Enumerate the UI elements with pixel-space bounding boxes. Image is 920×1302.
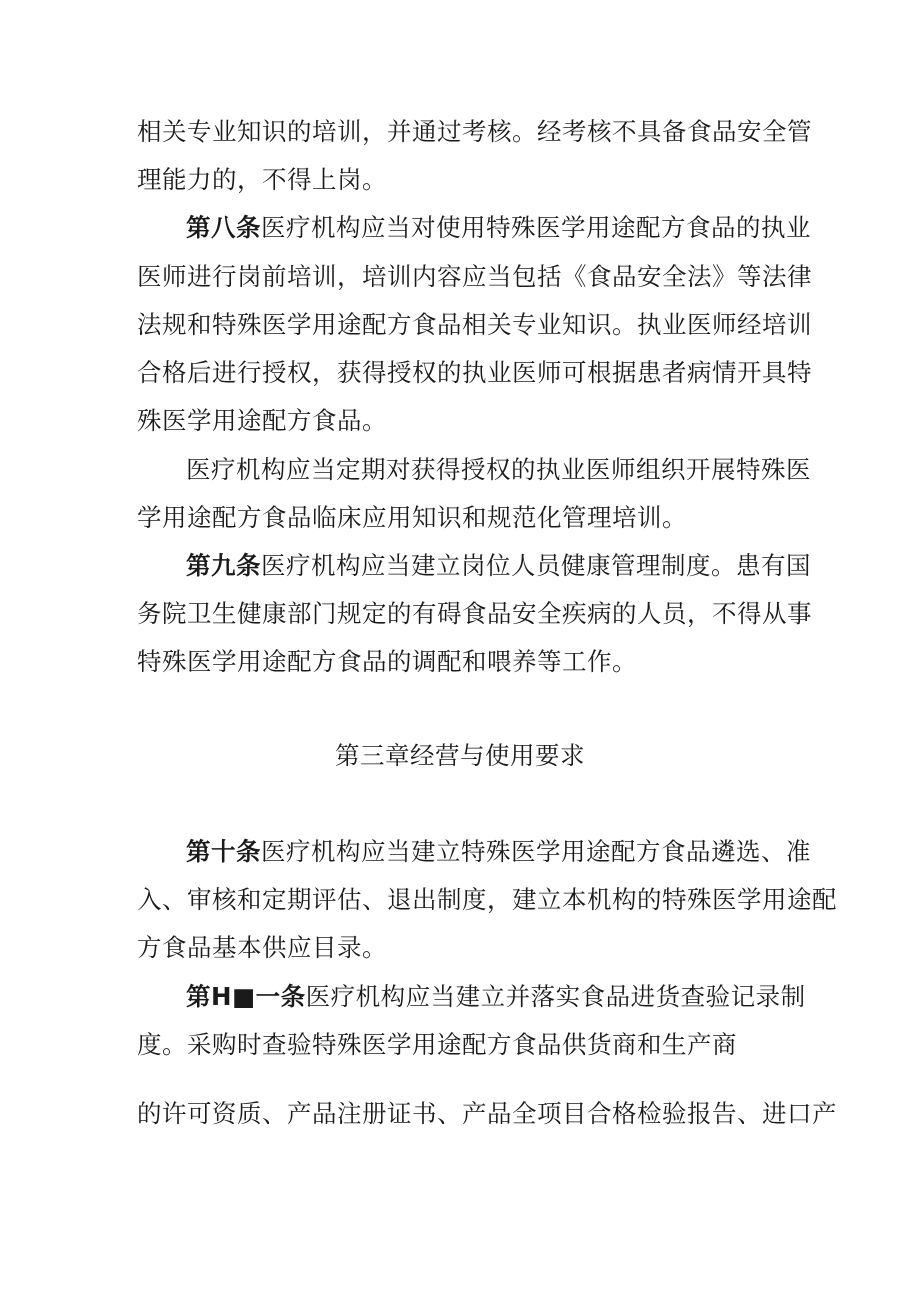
paragraph-line: 医疗机构应当定期对获得授权的执业医师组织开展特殊医 — [186, 455, 811, 484]
article-8-line — [186, 212, 811, 244]
article-text: 医疗机构应当建立并落实食品进货查验记录制 — [305, 982, 806, 1011]
article-text: 医疗机构应当建立岗位人员健康管理制度。患有国 — [261, 551, 811, 580]
article-text: 医疗机构应当对使用特殊医学用途配方食品的执业 — [261, 213, 811, 242]
article-9-line — [186, 550, 811, 582]
article-number: 第十条 — [186, 837, 261, 866]
paragraph-line: 特殊医学用途配方食品的调配和喂养等工作。 — [137, 647, 637, 676]
paragraph-line: 医师进行岗前培训，培训内容应当包括《食品安全法》等法律 — [137, 262, 812, 291]
paragraph-line: 务院卫生健康部门规定的有碍食品安全疾病的人员，不得从事 — [137, 599, 812, 628]
article-number: 第八条 — [186, 213, 261, 242]
paragraph-line: 的许可资质、产品注册证书、产品全项目合格检验报告、进口产 — [137, 1099, 837, 1128]
paragraph-line: 方食品基本供应目录。 — [137, 933, 387, 962]
chapter-heading: 第三章经营与使用要求 — [335, 741, 585, 770]
paragraph-line: 入、审核和定期评估、退出制度，建立本机构的特殊医学用途配 — [137, 885, 837, 914]
paragraph-line: 理能力的，不得上岗。 — [137, 165, 387, 194]
paragraph-line: 殊医学用途配方食品。 — [137, 406, 387, 435]
article-text: 医疗机构应当建立特殊医学用途配方食品遴选、准 — [261, 837, 811, 866]
paragraph-line: 相关专业知识的培训，并通过考核。经考核不具备食品安全管 — [137, 117, 812, 146]
paragraph-line: 学用途配方食品临床应用知识和规范化管理培训。 — [137, 503, 687, 532]
article-number: 第H■一条 — [186, 982, 306, 1011]
article-10-line — [186, 836, 811, 868]
paragraph-line: 合格后进行授权，获得授权的执业医师可根据患者病情开具特 — [137, 358, 812, 387]
paragraph-line: 法规和特殊医学用途配方食品相关专业知识。执业医师经培训 — [137, 310, 812, 339]
paragraph-line: 度。采购时查验特殊医学用途配方食品供货商和生产商 — [137, 1030, 737, 1059]
article-number: 第九条 — [186, 551, 261, 580]
article-11-line — [186, 981, 806, 1013]
